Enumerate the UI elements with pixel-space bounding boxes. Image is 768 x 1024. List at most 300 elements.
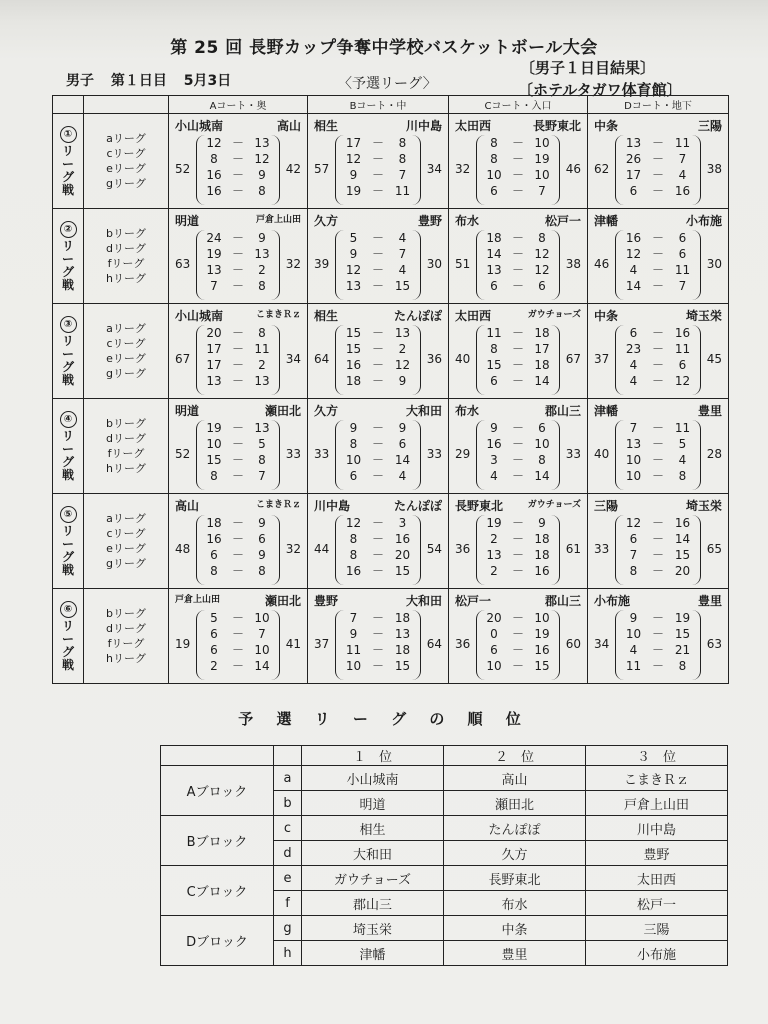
day-label: 第１日目 bbox=[110, 73, 167, 89]
quarter-row bbox=[477, 468, 559, 484]
round-label-char: 戦 bbox=[61, 657, 74, 672]
quarter-left: 4 bbox=[629, 263, 638, 277]
quarter-row bbox=[336, 373, 420, 389]
quarter-row bbox=[616, 563, 700, 579]
team-right: 瀬田北 bbox=[264, 594, 301, 608]
team-left: 高山 bbox=[175, 499, 200, 513]
quarter-row bbox=[336, 420, 420, 436]
round-label-char: ー bbox=[61, 441, 74, 456]
quarter-scores bbox=[335, 135, 421, 205]
quarter-dash: － bbox=[511, 548, 524, 562]
quarter-right: 19 bbox=[674, 611, 691, 625]
score-left: 32 bbox=[455, 162, 471, 176]
quarter-dash: － bbox=[511, 532, 524, 546]
game-cell bbox=[308, 304, 449, 399]
quarter-row bbox=[336, 531, 420, 547]
result-title: 〔男子１日目結果〕 bbox=[520, 59, 656, 77]
quarter-right: 3 bbox=[398, 516, 407, 530]
quarter-left: 4 bbox=[629, 358, 638, 372]
quarter-right: 8 bbox=[678, 469, 687, 483]
rank-team: 小山城南 bbox=[302, 766, 444, 791]
rank-team: 埼玉栄 bbox=[302, 916, 444, 941]
quarter-dash: － bbox=[371, 627, 384, 641]
rank-team: 戸倉上山田 bbox=[586, 791, 728, 816]
quarter-left: 10 bbox=[486, 659, 502, 673]
league-name: gリーグ bbox=[106, 367, 146, 380]
quarter-row bbox=[616, 341, 700, 357]
quarter-left: 4 bbox=[629, 374, 638, 388]
league-letter: a bbox=[274, 766, 302, 791]
quarter-right: 15 bbox=[534, 659, 550, 673]
score-right: 61 bbox=[565, 542, 581, 556]
court-header: Aコート・奥 bbox=[169, 96, 308, 114]
quarter-scores bbox=[476, 135, 560, 205]
quarter-left: 8 bbox=[349, 437, 358, 451]
quarter-left: 19 bbox=[345, 184, 362, 198]
quarter-right: 2 bbox=[398, 342, 407, 356]
quarter-right: 8 bbox=[538, 453, 546, 467]
score-left: 39 bbox=[314, 257, 330, 271]
quarter-dash: － bbox=[651, 342, 664, 356]
game-box bbox=[588, 399, 728, 493]
quarter-right: 6 bbox=[538, 279, 546, 293]
score-left: 46 bbox=[594, 257, 610, 271]
quarter-right: 9 bbox=[258, 548, 266, 562]
ranking-title: 予 選 リ ー グ の 順 位 bbox=[238, 710, 530, 728]
team-right: 瀬田北 bbox=[264, 404, 301, 418]
quarter-row bbox=[616, 610, 700, 626]
league-name: dリーグ bbox=[106, 242, 146, 255]
quarter-row bbox=[616, 373, 700, 389]
quarter-row bbox=[477, 452, 559, 468]
quarter-row bbox=[616, 167, 700, 183]
quarter-row bbox=[477, 325, 559, 341]
quarter-left: 11 bbox=[345, 643, 362, 657]
score-right: 32 bbox=[285, 542, 301, 556]
quarter-right: 2 bbox=[258, 263, 266, 277]
game-box bbox=[169, 209, 307, 303]
quarter-row bbox=[336, 230, 420, 246]
quarter-right: 14 bbox=[534, 374, 550, 388]
quarter-dash: － bbox=[371, 516, 384, 530]
game-cell bbox=[449, 494, 588, 589]
game-box bbox=[169, 589, 307, 683]
quarter-dash: － bbox=[651, 168, 664, 182]
rank-header: １ 位 bbox=[302, 746, 444, 766]
quarter-left: 12 bbox=[345, 263, 362, 277]
game-box bbox=[169, 304, 307, 398]
game-box bbox=[308, 399, 448, 493]
game-box bbox=[169, 494, 307, 588]
round-label-char: ー bbox=[61, 346, 74, 361]
quarter-right: 11 bbox=[674, 421, 691, 435]
quarter-right: 7 bbox=[258, 469, 266, 483]
quarter-row bbox=[616, 531, 700, 547]
quarter-dash: － bbox=[651, 643, 664, 657]
quarter-row bbox=[616, 515, 700, 531]
team-right: 郡山三 bbox=[544, 404, 581, 418]
quarter-right: 11 bbox=[674, 136, 691, 150]
quarter-row bbox=[477, 610, 559, 626]
quarter-row bbox=[477, 357, 559, 373]
quarter-right: 7 bbox=[678, 279, 687, 293]
round-label-char: ー bbox=[61, 251, 74, 266]
quarter-left: 0 bbox=[490, 627, 498, 641]
quarter-left: 4 bbox=[490, 469, 498, 483]
quarter-row bbox=[336, 325, 420, 341]
quarter-scores bbox=[335, 230, 421, 300]
quarter-scores bbox=[615, 325, 701, 395]
quarter-left: 14 bbox=[486, 247, 502, 261]
quarter-row bbox=[197, 278, 279, 294]
quarter-row bbox=[336, 262, 420, 278]
quarter-row bbox=[336, 246, 420, 262]
quarter-dash: － bbox=[651, 548, 664, 562]
game-box bbox=[308, 494, 448, 588]
block-name: Cブロック bbox=[161, 866, 274, 916]
quarter-row bbox=[197, 658, 279, 674]
team-left: 明道 bbox=[175, 404, 200, 418]
quarter-right: 8 bbox=[258, 564, 266, 578]
rank-team: 布水 bbox=[444, 891, 586, 916]
round-row bbox=[53, 589, 729, 684]
team-left: 戸倉上山田 bbox=[175, 595, 221, 605]
team-left: 太田西 bbox=[455, 119, 492, 133]
round-label bbox=[53, 494, 84, 589]
league-letter: b bbox=[274, 791, 302, 816]
quarter-row bbox=[616, 468, 700, 484]
quarter-left: 15 bbox=[345, 326, 362, 340]
round-label-char: リ bbox=[61, 618, 74, 633]
team-left: 久方 bbox=[314, 404, 339, 418]
quarter-right: 18 bbox=[394, 643, 411, 657]
quarter-left: 17 bbox=[206, 342, 222, 356]
quarter-scores bbox=[196, 230, 280, 300]
game-cell bbox=[449, 589, 588, 684]
quarter-row bbox=[477, 373, 559, 389]
quarter-dash: － bbox=[511, 326, 524, 340]
league-name: cリーグ bbox=[106, 527, 146, 540]
game-cell bbox=[588, 589, 729, 684]
team-left: 中条 bbox=[594, 309, 619, 323]
prelim-label: 〈予選リーグ〉 bbox=[338, 76, 437, 92]
league-name: gリーグ bbox=[106, 177, 146, 190]
quarter-right: 15 bbox=[394, 279, 411, 293]
quarter-dash: － bbox=[651, 358, 664, 372]
quarter-right: 15 bbox=[674, 627, 691, 641]
quarter-row bbox=[197, 341, 279, 357]
quarter-right: 19 bbox=[534, 152, 550, 166]
quarter-dash: － bbox=[651, 564, 664, 578]
quarter-dash: － bbox=[511, 342, 524, 356]
quarter-left: 20 bbox=[206, 326, 222, 340]
court-header: Cコート・入口 bbox=[449, 96, 588, 114]
quarter-right: 8 bbox=[258, 279, 266, 293]
team-left: 太田西 bbox=[455, 309, 492, 323]
score-left: 33 bbox=[594, 542, 610, 556]
quarter-left: 6 bbox=[629, 184, 638, 198]
quarter-left: 13 bbox=[486, 263, 502, 277]
quarter-dash: － bbox=[511, 659, 524, 673]
quarter-dash: － bbox=[511, 611, 524, 625]
block-name: Aブロック bbox=[161, 766, 274, 816]
score-left: 44 bbox=[314, 542, 330, 556]
quarter-left: 5 bbox=[349, 231, 358, 245]
game-cell bbox=[169, 399, 308, 494]
quarter-dash: － bbox=[231, 421, 244, 435]
team-right: 大和田 bbox=[405, 404, 442, 418]
quarter-right: 4 bbox=[678, 168, 687, 182]
score-right: 33 bbox=[565, 447, 581, 461]
quarter-dash: － bbox=[231, 453, 244, 467]
quarter-dash: － bbox=[231, 374, 244, 388]
quarter-dash: － bbox=[371, 326, 384, 340]
quarter-scores bbox=[476, 515, 560, 585]
round-label-char: リ bbox=[61, 428, 74, 443]
team-right: 三陽 bbox=[697, 119, 722, 133]
quarter-dash: － bbox=[371, 564, 384, 578]
game-cell bbox=[588, 304, 729, 399]
score-right: 42 bbox=[285, 162, 301, 176]
league-name: hリーグ bbox=[106, 272, 146, 285]
league-name: hリーグ bbox=[106, 652, 146, 665]
league-list bbox=[84, 209, 169, 304]
league-name: bリーグ bbox=[106, 227, 146, 240]
quarter-left: 8 bbox=[490, 342, 498, 356]
quarter-dash: － bbox=[651, 469, 664, 483]
quarter-row bbox=[336, 563, 420, 579]
quarter-left: 9 bbox=[349, 421, 358, 435]
quarter-left: 16 bbox=[625, 231, 642, 245]
score-left: 52 bbox=[175, 447, 191, 461]
quarter-left: 13 bbox=[486, 548, 502, 562]
quarter-right: 4 bbox=[678, 453, 687, 467]
game-cell bbox=[449, 399, 588, 494]
quarter-left: 24 bbox=[206, 231, 222, 245]
quarter-right: 12 bbox=[394, 358, 411, 372]
game-box bbox=[308, 209, 448, 303]
quarter-row bbox=[477, 246, 559, 262]
quarter-dash: － bbox=[651, 263, 664, 277]
quarter-right: 16 bbox=[674, 516, 691, 530]
quarter-row bbox=[616, 230, 700, 246]
quarter-dash: － bbox=[651, 516, 664, 530]
league-letter: c bbox=[274, 816, 302, 841]
game-cell bbox=[169, 304, 308, 399]
quarter-row bbox=[477, 151, 559, 167]
quarter-left: 6 bbox=[210, 627, 218, 641]
league-list bbox=[84, 589, 169, 684]
league-name: fリーグ bbox=[107, 637, 145, 650]
league-list bbox=[84, 304, 169, 399]
quarter-dash: － bbox=[371, 643, 384, 657]
quarter-dash: － bbox=[651, 374, 664, 388]
quarter-row bbox=[477, 515, 559, 531]
league-name: dリーグ bbox=[106, 432, 146, 445]
quarter-left: 26 bbox=[625, 152, 642, 166]
game-box bbox=[308, 304, 448, 398]
rank-team: 瀬田北 bbox=[444, 791, 586, 816]
quarter-left: 8 bbox=[210, 469, 218, 483]
quarter-left: 4 bbox=[629, 643, 638, 657]
gender-label: 男子 bbox=[66, 73, 94, 89]
quarter-dash: － bbox=[371, 437, 384, 451]
score-right: 64 bbox=[426, 637, 442, 651]
quarter-right: 7 bbox=[678, 152, 687, 166]
quarter-left: 14 bbox=[625, 279, 642, 293]
score-right: 34 bbox=[285, 352, 301, 366]
quarter-right: 18 bbox=[534, 532, 550, 546]
team-right: たんぽぽ bbox=[393, 309, 442, 323]
round-label-char: グ bbox=[61, 644, 74, 659]
score-left: 64 bbox=[314, 352, 330, 366]
game-box bbox=[449, 399, 587, 493]
quarter-dash: － bbox=[231, 627, 244, 641]
court-header-row bbox=[53, 96, 729, 114]
quarter-left: 11 bbox=[486, 326, 502, 340]
quarter-left: 7 bbox=[349, 611, 358, 625]
court-header: Bコート・中 bbox=[308, 96, 449, 114]
game-results-table bbox=[52, 95, 729, 684]
quarter-right: 15 bbox=[394, 659, 411, 673]
team-right: 豊野 bbox=[417, 214, 442, 228]
round-label-char: グ bbox=[61, 549, 74, 564]
league-name: eリーグ bbox=[106, 542, 146, 555]
score-right: 46 bbox=[565, 162, 581, 176]
rank-header: ３ 位 bbox=[586, 746, 728, 766]
quarter-row bbox=[616, 278, 700, 294]
quarter-row bbox=[197, 167, 279, 183]
score-right: 33 bbox=[285, 447, 301, 461]
quarter-scores bbox=[476, 420, 560, 490]
quarter-dash: － bbox=[231, 184, 244, 198]
league-name: dリーグ bbox=[106, 622, 146, 635]
quarter-scores bbox=[335, 325, 421, 395]
quarter-left: 20 bbox=[486, 611, 502, 625]
ranking-row bbox=[161, 766, 728, 791]
quarter-row bbox=[477, 183, 559, 199]
quarter-right: 11 bbox=[674, 342, 691, 356]
quarter-scores bbox=[615, 135, 701, 205]
quarter-row bbox=[616, 246, 700, 262]
quarter-scores bbox=[196, 610, 280, 680]
quarter-right: 8 bbox=[258, 184, 266, 198]
quarter-dash: － bbox=[231, 168, 244, 182]
quarter-left: 13 bbox=[625, 437, 642, 451]
quarter-right: 6 bbox=[538, 421, 546, 435]
game-cell bbox=[169, 494, 308, 589]
quarter-right: 10 bbox=[534, 611, 550, 625]
game-cell bbox=[308, 399, 449, 494]
quarter-right: 10 bbox=[534, 168, 550, 182]
quarter-scores bbox=[615, 515, 701, 585]
quarter-left: 6 bbox=[629, 326, 638, 340]
score-left: 37 bbox=[594, 352, 610, 366]
league-name: gリーグ bbox=[106, 557, 146, 570]
team-right: こまきＲｚ bbox=[255, 500, 301, 510]
quarter-right: 4 bbox=[398, 469, 407, 483]
quarter-right: 20 bbox=[674, 564, 691, 578]
quarter-right: 11 bbox=[394, 184, 411, 198]
block-name: Bブロック bbox=[161, 816, 274, 866]
quarter-dash: － bbox=[231, 437, 244, 451]
rank-team: たんぽぽ bbox=[444, 816, 586, 841]
quarter-dash: － bbox=[371, 548, 384, 562]
quarter-dash: － bbox=[511, 358, 524, 372]
quarter-dash: － bbox=[651, 136, 664, 150]
game-box bbox=[449, 209, 587, 303]
game-box bbox=[308, 114, 448, 208]
game-box bbox=[588, 494, 728, 588]
quarter-dash: － bbox=[371, 532, 384, 546]
round-label-char: グ bbox=[61, 264, 74, 279]
quarter-dash: － bbox=[231, 564, 244, 578]
game-box bbox=[449, 494, 587, 588]
quarter-right: 4 bbox=[398, 263, 407, 277]
quarter-right: 18 bbox=[534, 548, 550, 562]
quarter-row bbox=[616, 357, 700, 373]
rank-team: 長野東北 bbox=[444, 866, 586, 891]
quarter-right: 8 bbox=[258, 453, 266, 467]
quarter-row bbox=[616, 262, 700, 278]
game-cell bbox=[169, 114, 308, 209]
quarter-row bbox=[477, 420, 559, 436]
team-right: 小布施 bbox=[685, 214, 722, 228]
quarter-scores bbox=[335, 420, 421, 490]
quarter-row bbox=[336, 278, 420, 294]
quarter-right: 12 bbox=[674, 374, 691, 388]
quarter-right: 11 bbox=[674, 263, 691, 277]
quarter-right: 10 bbox=[254, 611, 270, 625]
quarter-row bbox=[616, 151, 700, 167]
team-right: 長野東北 bbox=[532, 119, 581, 133]
round-number: ② bbox=[60, 221, 77, 238]
quarter-dash: － bbox=[231, 659, 244, 673]
quarter-row bbox=[477, 278, 559, 294]
round-row bbox=[53, 494, 729, 589]
corner-cell bbox=[274, 746, 302, 766]
quarter-row bbox=[616, 547, 700, 563]
round-row bbox=[53, 114, 729, 209]
league-name: eリーグ bbox=[106, 162, 146, 175]
game-cell bbox=[449, 114, 588, 209]
rank-team: 相生 bbox=[302, 816, 444, 841]
quarter-left: 18 bbox=[486, 231, 502, 245]
team-left: 相生 bbox=[314, 119, 339, 133]
quarter-left: 17 bbox=[625, 168, 642, 182]
quarter-dash: － bbox=[651, 326, 664, 340]
quarter-right: 9 bbox=[398, 421, 407, 435]
corner-cell bbox=[161, 746, 274, 766]
rank-team: こまきＲｚ bbox=[586, 766, 728, 791]
quarter-right: 9 bbox=[538, 516, 546, 530]
quarter-left: 6 bbox=[490, 374, 498, 388]
quarter-right: 13 bbox=[394, 326, 411, 340]
quarter-row bbox=[616, 135, 700, 151]
round-number: ⑥ bbox=[60, 601, 77, 618]
quarter-right: 12 bbox=[534, 263, 550, 277]
team-left: 久方 bbox=[314, 214, 339, 228]
quarter-left: 16 bbox=[206, 532, 222, 546]
quarter-dash: － bbox=[231, 152, 244, 166]
quarter-left: 8 bbox=[490, 136, 498, 150]
quarter-right: 8 bbox=[398, 152, 407, 166]
quarter-left: 23 bbox=[625, 342, 642, 356]
rank-team: 郡山三 bbox=[302, 891, 444, 916]
quarter-left: 10 bbox=[345, 659, 362, 673]
quarter-right: 13 bbox=[254, 421, 270, 435]
quarter-dash: － bbox=[231, 247, 244, 261]
